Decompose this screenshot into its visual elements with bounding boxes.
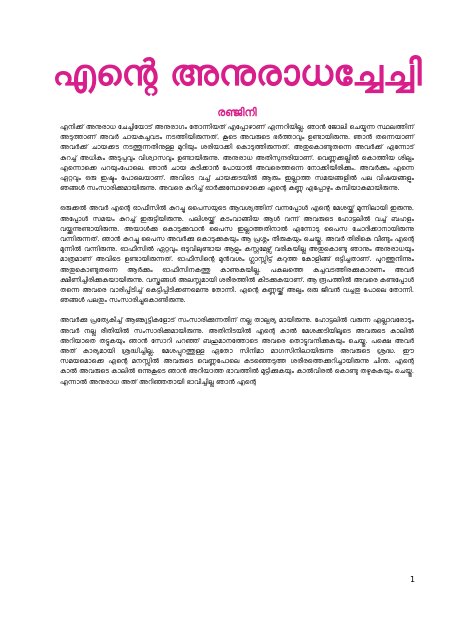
story-body: [60, 122, 414, 397]
paragraph-2: ഒരുക്കൽ അവർ എന്റെ ഓഫീസിൽ കുറച്ചു പൈസയുടെ ആവശ്യത്തിന് വന്നപ്പോൾ എന്റെ മേശയ്ക്ക് മുന്നിലായി ഇരുന്നു. അപ്പോൾ സമയം കുറച്ച് ഇരുട്ടിയിരുന്നു. പലിശയ്ക്ക് കടംവാങ്ങിയ ആൾ വന്ന് അവരുടെ ഹോട്ടലിൽ വച്ച് ബഹളം വയ്ക്കുന്നുണ്ടായിരുന്നു. അയാൾക്കു കൊടുക്കുവാൻ പൈസ ഇല്ലാത്തതിനാൽ എന്നോടു പൈസ ചോദിക്കാനായിരുന്നു വന്നിരുന്നത്. ഞാൻ കുറച്ചു പൈസ അവർക്കു കൊടുക്കുകയും ആ പ്രശ്നം തീരുകയും ചെയ്തു. അവർ തിരികെ വീണ്ടും എന്റെ മുന്നിൽ വന്നിരുന്നു. ഓഫീസിൽ ഏറ്റവും ഒടുവിലുണ്ടായ ആളും കസ്റ്റമേഴ്സ് വരികയില്ല അതുകൊണ്ടു ഞാനും അനുരാധയും മാത്രമാണ് അവിടെ ഉണ്ടായിരുന്നത്. ഓഫീസിന്റെ മുൻവശം ഗ്ലാസ്സിട്ട് കറുത്ത കോളിങ്ങ് ഒട്ടിച്ചതാണ്. പുറത്തുനിന്നും അതുകൊണ്ടുതന്നെ ആർക്കും ഓഫീസിനകത്തു കാണുകയില്ല. പകലത്തെ കച്ചവടത്തിരക്കുകാരണം അവർ ക്ഷീണിച്ചിരിക്കുകയായിരുന്നു. വസ്ത്രങ്ങൾ അലസ്സമായി ശരീരത്തിൽ കിടക്കുകയാണ്. ആ രൂപത്തിൽ അവരെ കണ്ടപ്പോൾ തന്നെ അവരെ വാരിപ്പിടിച്ച് കെട്ടിപ്പിടിക്കണമെന്നു തോന്നി. എന്റെ കുണ്ണയ്ക്ക് അല്പം ഒരു ജീവൻ വച്ചതു പോലെ തോന്നി. ഞങ്ങൾ പലതും സംസാരിച്ചുകൊണ്ടിരുന്നു.: [60, 204, 414, 305]
author-name: രഞ്ജിനി: [217, 106, 257, 119]
paragraph-1: എനിക്ക് അനുരാധ ചേച്ചിയോട് അനുരാഗം തോന്നിയത് എപ്പോഴാണ് എന്നറിയില്ല. ഞാൻ ജോലി ചെയ്യുന്ന സ്ഥലത്തിന് അടുത്താണ് അവർ ചായകച്ചവടം നടത്തിയിരുന്നത്. കൂടെ അവരുടെ ഭർത്താവും ഉണ്ടായിരുന്നു. ഞാൻ തന്നെയാണ് അവർക്ക് ചായക്കട നടത്തുന്നതിനുള്ള മുറിയും ശരിയാക്കി കൊടുത്തിരുന്നത്. അതുകൊണ്ടുതന്നെ അവർക്ക് എന്നോട് കുറച്ച് അധികം അടുപ്പവും വിശ്വാസവും ഉണ്ടായിരുന്നു. അനുരാധ അതിസുന്ദരിയാണ്. വെണ്ണക്കല്ലിൽ കൊത്തിയ ശില്പം എന്നൊക്കെ പറയുംപോലെ. ഞാൻ ചായ കുടിക്കാൻ പോയാൽ അവരെത്തന്നെ നോക്കിയിരിക്കും. അവർക്കും എന്നെ ഏറ്റവും ഒരു ഇഷ്ടം പോലെയാണ്. അവിടെ വച്ച് ചായക്കടയിൽ ആരും ഇല്ലാത്ത സമയങ്ങളിൽ പല വിഷയങ്ങളും ഞങ്ങൾ സംസാരിക്കുമായിരുന്നു. അവരെ കുറിച്ച് ഓർക്കുമ്പോഴൊക്കെ എന്റെ കുണ്ണ എപ്പോഴും കമ്പിയാകുമായിരുന്നു.: [60, 123, 414, 193]
page-number: 1: [410, 575, 416, 584]
paragraph-3: അവർക്കു പ്രത്യേകിച്ച് ആണ്കുട്ടികളോട് സംസാരിക്കുന്നതിന് നല്ല താല്പര്യ മായിരുന്നു. ഹോട്ടലിൽ വരുന്ന എല്ലാവരോടും അവർ നല്ല രീതിയിൽ സംസാരിക്കുമായിരുന്നു. അതിനിടയിൽ എന്റെ കാൽ മേശക്കടിയിലൂടെ അവരുടെ കാലിൽ അറിയാതെ തട്ടുകയും ഞാൻ സോറി പറഞ്ഞ് ബഹുമാനത്തോടെ അവരെ തൊട്ടുവന്ദിക്കുകയും ചെയ്തു. പക്ഷെ അവർ അത് കാര്യമായി ശ്രദ്ധിച്ചില്ല. മേശപ്പുറത്തുള്ള ഏതോ സിനിമാ മാഗസിനിലായിരുന്നു അവരുടെ ശ്രദ്ധ. ഈ സമയമൊക്കെ എന്റെ മനസ്സിൽ അവരുടെ വെണ്ണപോലെ കടഞ്ഞെടുത്ത ശരീരത്തെക്കുറിച്ചായിരുന്നു ചിന്ത. എന്റെ കാൽ അവരുടെ കാലിൽ ഒന്നുകൂടെ ഞാൻ അറിയാത്ത ഭാവത്തിൽ മുട്ടിക്കുകയും കാൽവിരൽ കൊണ്ടു തഴുകുകയും ചെയ്തു. എന്നാൽ അനുരാധ അത് അറിഞ്ഞതായി ഭാവിച്ചില്ല ഞാൻ എന്റെ: [60, 316, 414, 386]
story-title: എന്റെ അനുരാധച്ചേച്ചി: [52, 53, 422, 94]
